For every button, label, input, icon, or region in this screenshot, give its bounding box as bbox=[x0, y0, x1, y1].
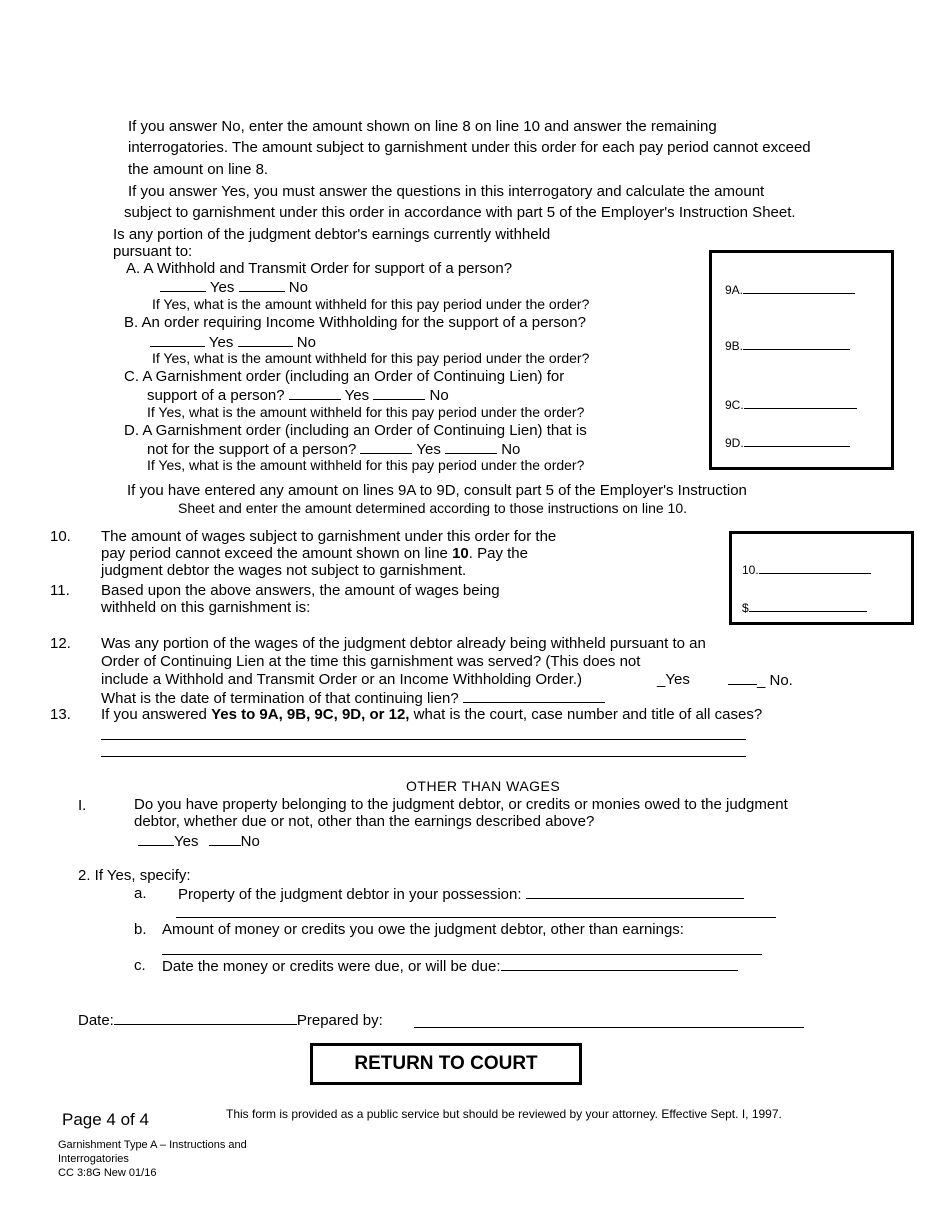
box-9a-label: 9A. bbox=[725, 283, 744, 297]
box-9d-label: 9D. bbox=[725, 436, 744, 450]
other-q1-no-label: No bbox=[240, 833, 260, 850]
box-9d-field[interactable] bbox=[725, 435, 850, 450]
page-number: Page 4 of 4 bbox=[62, 1110, 149, 1129]
intro-no-line3: the amount on line 8. bbox=[128, 161, 269, 178]
intro-yes-line1 bbox=[128, 183, 764, 200]
other-q1-line1: Do you have property belonging to the judgment debtor, or credits or monies owed to the judgment bbox=[134, 796, 788, 813]
q10-line2 bbox=[101, 545, 528, 562]
q12-line2: Order of Continuing Lien at the time this garnishment was served? (This does not bbox=[101, 653, 641, 670]
q9a-yes-blank[interactable] bbox=[160, 278, 206, 292]
q9b-question: B. An order requiring Income Withholding for the support of a person? bbox=[124, 314, 586, 331]
box-9c-label: 9C. bbox=[725, 398, 744, 412]
q13-text-end: what is the court, case number and title of all cases? bbox=[409, 706, 763, 723]
q12-line3: include a Withhold and Transmit Order or an Income Withholding Order.) bbox=[101, 671, 583, 688]
other-q1-yes-no[interactable] bbox=[138, 832, 260, 850]
other-q1-number: I. bbox=[78, 797, 87, 814]
q9-question-line2: pursuant to: bbox=[113, 243, 193, 260]
q9c-no-blank[interactable] bbox=[373, 386, 425, 400]
other-q1-line2: debtor, whether due or not, other than the earnings described above? bbox=[134, 813, 595, 830]
q9b-yes-label: Yes bbox=[208, 334, 234, 351]
q10-number: 10. bbox=[50, 528, 71, 545]
other-than-wages-heading: OTHER THAN WAGES bbox=[406, 778, 561, 794]
box-10-blank[interactable] bbox=[759, 562, 871, 574]
box-dollar-blank[interactable] bbox=[749, 600, 867, 612]
q12-yes-option[interactable]: _Yes bbox=[657, 671, 690, 688]
other-q2a-blank[interactable] bbox=[526, 885, 744, 899]
other-q2b: Amount of money or credits you owe the judgment debtor, other than earnings: bbox=[162, 921, 684, 938]
box-9b-blank[interactable] bbox=[743, 338, 850, 350]
q9-note-line2: Sheet and enter the amount determined according to those instructions on line 10. bbox=[178, 500, 687, 516]
box-9b-label: 9B. bbox=[725, 339, 744, 353]
q13-line1 bbox=[101, 706, 762, 723]
q9a-followup: If Yes, what is the amount withheld for this pay period under the order? bbox=[152, 296, 590, 312]
q9c-yes-label: Yes bbox=[344, 387, 370, 404]
other-q2c-blank[interactable] bbox=[501, 957, 738, 971]
q9-answer-box bbox=[709, 250, 894, 470]
q11-number: 11. bbox=[50, 582, 70, 599]
q9d-yes-label: Yes bbox=[416, 441, 441, 458]
q9d-no-label: No bbox=[501, 441, 521, 458]
q9d-followup: If Yes, what is the amount withheld for this pay period under the order? bbox=[147, 457, 585, 473]
q12-date-blank[interactable] bbox=[463, 689, 605, 703]
q9d-text: not for the support of a person? bbox=[147, 441, 357, 458]
q12-no-blank[interactable] bbox=[728, 671, 757, 685]
q9d-question-line1: D. A Garnishment order (including an Order of Continuing Lien) that is bbox=[124, 422, 587, 439]
date-label: Date: bbox=[78, 1012, 114, 1029]
other-q2b-letter: b. bbox=[134, 921, 147, 938]
intro-yes-line2: subject to garnishment under this order in accordance with part 5 of the Employer's Instruction Sheet. bbox=[124, 204, 796, 221]
other-q1-no-blank[interactable] bbox=[209, 832, 241, 846]
q9d-yes-blank[interactable] bbox=[360, 440, 412, 454]
q9b-followup: If Yes, what is the amount withheld for this pay period under the order? bbox=[152, 350, 590, 366]
q10-line2-bold: 10 bbox=[452, 545, 469, 562]
date-blank[interactable] bbox=[114, 1011, 297, 1025]
q10-line2-end: . Pay the bbox=[468, 545, 528, 562]
q9c-text: support of a person? bbox=[147, 387, 285, 404]
box-dollar-field[interactable] bbox=[742, 600, 867, 615]
other-q2a-letter: a. bbox=[134, 885, 147, 902]
box-10-label: 10. bbox=[742, 563, 759, 577]
q9c-no-label: No bbox=[429, 387, 449, 404]
q13-text-start: If you answered bbox=[101, 706, 212, 723]
q9b-yes-blank[interactable] bbox=[150, 333, 205, 347]
box-10-field[interactable] bbox=[742, 562, 871, 577]
q11-line2: withheld on this garnishment is: bbox=[101, 599, 311, 616]
q10-line2-text: pay period cannot exceed the amount shown on line bbox=[101, 545, 453, 562]
box-dollar-label: $ bbox=[742, 601, 749, 615]
other-q2: 2. If Yes, specify: bbox=[78, 867, 191, 884]
intro-no-text: , enter the amount shown on line 8 on line 10 and answer the remaining bbox=[240, 118, 717, 135]
q13-answer-line2[interactable] bbox=[101, 756, 746, 757]
q12-line4 bbox=[101, 689, 605, 707]
q9b-yes-no[interactable] bbox=[150, 333, 316, 351]
q12-line4-text: What is the date of termination of that continuing lien? bbox=[101, 690, 459, 707]
q10-answer-box bbox=[729, 531, 914, 625]
box-9c-blank[interactable] bbox=[744, 397, 857, 409]
q9-note-line1: If you have entered any amount on lines 9A to 9D, consult part 5 of the Employer's Instruction bbox=[127, 482, 747, 499]
q9b-no-label: No bbox=[296, 334, 316, 351]
q13-text-bold: Yes to 9A, 9B, 9C, 9D, or 12, bbox=[211, 706, 410, 723]
q10-line1: The amount of wages subject to garnishment under this order for the bbox=[101, 528, 557, 545]
date-field[interactable] bbox=[78, 1011, 383, 1029]
form-title-line2: Interrogatories bbox=[58, 1153, 129, 1165]
box-9c-field[interactable] bbox=[725, 397, 857, 412]
q12-no-label: _ No. bbox=[757, 672, 793, 689]
box-9a-field[interactable] bbox=[725, 282, 855, 297]
intro-yes-text: you must answer the questions in this interrogatory and calculate the amount bbox=[249, 183, 765, 200]
intro-no-line1 bbox=[128, 118, 717, 135]
q9c-question-line2 bbox=[147, 386, 449, 404]
box-9d-blank[interactable] bbox=[744, 435, 850, 447]
box-9a-blank[interactable] bbox=[743, 282, 855, 294]
return-to-court-button[interactable]: RETURN TO COURT bbox=[310, 1043, 582, 1085]
q9a-no-label: No bbox=[288, 279, 308, 296]
other-q2a bbox=[178, 885, 744, 903]
q13-number: 13. bbox=[50, 706, 71, 723]
intro-no-line2: interrogatories. The amount subject to garnishment under this order for each pay period cannot exceed bbox=[128, 139, 811, 156]
q13-answer-line1[interactable] bbox=[101, 739, 746, 740]
intro-no-lead: If you answer No bbox=[128, 118, 241, 135]
q12-line1: Was any portion of the wages of the judgment debtor already being withheld pursuant to an bbox=[101, 635, 706, 652]
prepared-by-blank[interactable] bbox=[414, 1027, 804, 1028]
box-9b-field[interactable] bbox=[725, 338, 850, 353]
other-q2c-letter: c. bbox=[134, 957, 146, 974]
other-q2b-line[interactable] bbox=[162, 954, 762, 955]
other-q2a-line2[interactable] bbox=[176, 917, 776, 918]
other-q2c-text: Date the money or credits were due, or will be due: bbox=[162, 958, 501, 975]
q9a-yes-label: Yes bbox=[209, 279, 235, 296]
q9c-followup: If Yes, what is the amount withheld for this pay period under the order? bbox=[147, 404, 585, 420]
q9b-no-blank[interactable] bbox=[238, 333, 293, 347]
q9c-question-line1: C. A Garnishment order (including an Order of Continuing Lien) for bbox=[124, 368, 565, 385]
q9a-question: A. A Withhold and Transmit Order for support of a person? bbox=[126, 260, 513, 277]
q9-question-line1: Is any portion of the judgment debtor's earnings currently withheld bbox=[113, 226, 551, 243]
other-q2c bbox=[162, 957, 738, 975]
prepared-by-label: Prepared by: bbox=[296, 1012, 383, 1029]
q9d-no-blank[interactable] bbox=[445, 440, 497, 454]
other-q1-yes-blank[interactable] bbox=[138, 832, 174, 846]
footer-notice: This form is provided as a public service but should be reviewed by your attorney. Effective Sept. I, 1997. bbox=[226, 1107, 782, 1121]
q11-line1: Based upon the above answers, the amount of wages being bbox=[101, 582, 500, 599]
q10-line3: judgment debtor the wages not subject to garnishment. bbox=[101, 562, 467, 579]
q12-no-option[interactable] bbox=[728, 671, 793, 689]
other-q1-yes-label: Yes bbox=[174, 833, 199, 850]
q9c-yes-blank[interactable] bbox=[289, 386, 341, 400]
form-code: CC 3:8G New 01/16 bbox=[58, 1167, 157, 1179]
intro-yes-lead: If you answer Yes, bbox=[128, 183, 250, 200]
form-title-line1: Garnishment Type A – Instructions and bbox=[58, 1139, 247, 1151]
other-q2a-text: Property of the judgment debtor in your possession: bbox=[178, 886, 522, 903]
q9a-no-blank[interactable] bbox=[239, 278, 285, 292]
q9a-yes-no[interactable] bbox=[160, 278, 308, 296]
q12-number: 12. bbox=[50, 635, 71, 652]
q9d-question-line2 bbox=[147, 440, 520, 458]
